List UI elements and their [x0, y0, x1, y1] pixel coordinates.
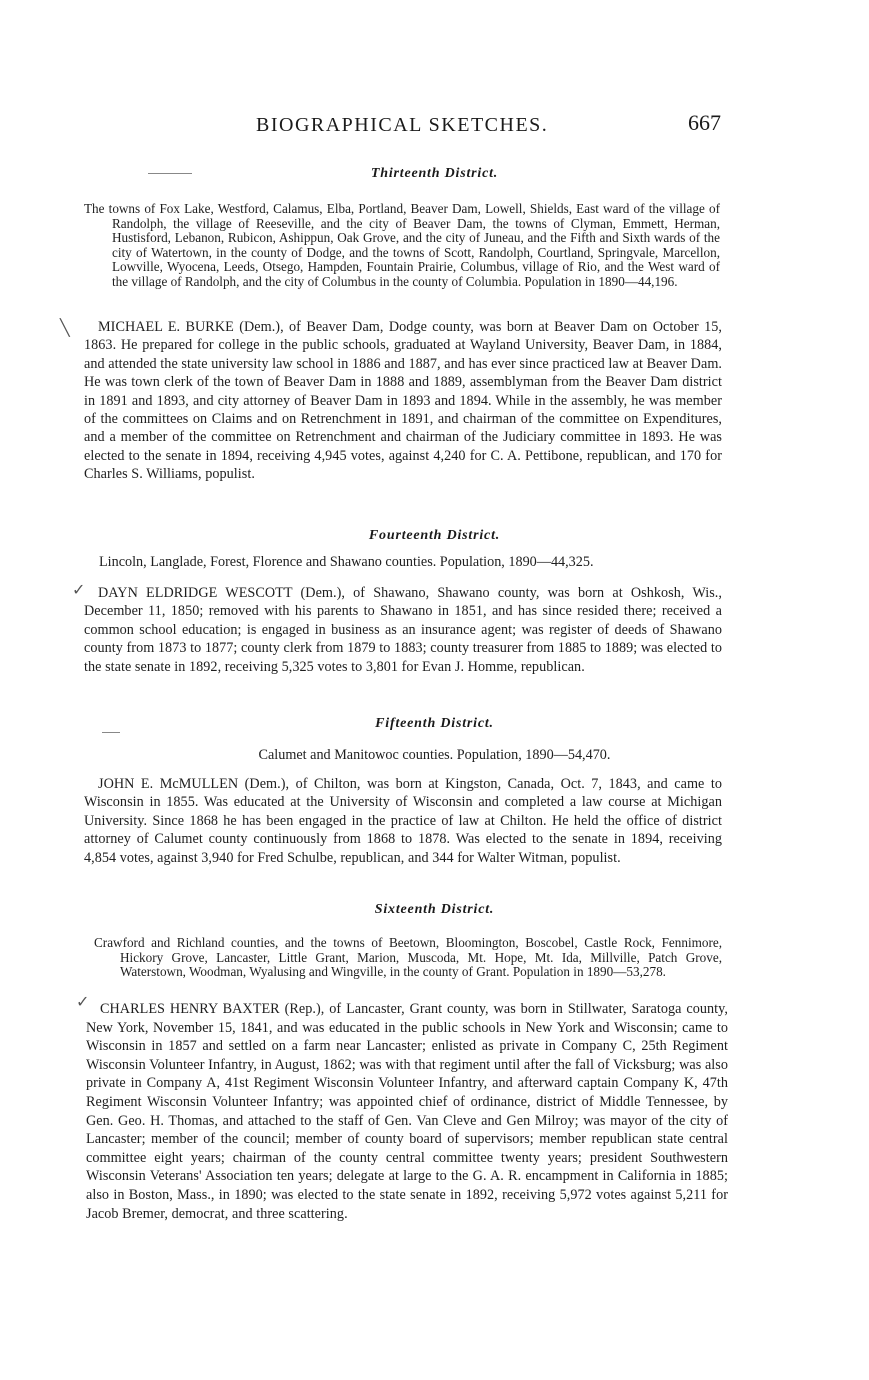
check-mark-icon: ✓: [72, 580, 86, 599]
district-territory-thirteenth: The towns of Fox Lake, Westford, Calamus, Elba, Portland, Beaver Dam, Lowell, Shields, East ward of the village of Randolph, the village of Reeseville, and the city of Beaver Dam, the towns of Clyman, Emmett, Herman, Hustisford, Lebanon, Rubicon, Ashippun, Oak Grove, and the city of Juneau, and the Fifth and Sixth wards of the city of Watertown, in the county of Dodge, and the towns of Scott, Randolph, Courtland, Springvale, Marcellon, Lowville, Wyocena, Leeds, Otsego, Hampden, Fountain Prairie, Columbus, village of Rio, and the West ward of the village of Randolph, and the city of Columbus in the county of Columbia. Population in 1890—44,196.: [84, 201, 720, 289]
ink-mark: [102, 732, 120, 733]
running-header: BIOGRAPHICAL SKETCHES.: [256, 114, 549, 136]
district-territory-fourteenth: Lincoln, Langlade, Forest, Florence and Shawano counties. Population, 1890—44,325.: [99, 554, 594, 570]
biography-wescott: DAYN ELDRIDGE WESCOTT (Dem.), of Shawano, Shawano county, was born at Oshkosh, Wis., December 11, 1850; removed with his parents to Shawano in 1851, and has since resided there; received a common school education; is engaged in business as an insurance agent; was register of deeds of Shawano county from 1873 to 1877; county clerk from 1879 to 1883; county treasurer from 1885 to 1889; was elected to the state senate in 1892, receiving 5,325 votes to 3,801 for Evan J. Homme, republican.: [84, 585, 722, 675]
biography-burke: MICHAEL E. BURKE (Dem.), of Beaver Dam, Dodge county, was born at Beaver Dam on October 15, 1863. He prepared for college in the public schools, graduated at Wayland University, Beaver Dam, in 1884, and attended the state university law school in 1886 and 1887, and has ever since practiced law at Beaver Dam. He was town clerk of the town of Beaver Dam in 1888 and 1889, assemblyman from the Beaver Dam district in 1891 and 1893, and city attorney of Beaver Dam in 1893 and 1894. While in the assembly, he was member of the committees on Claims and on Retrenchment in 1891, and chairman of the committee on Expenditures, and a member of the committee on Retrenchment and chairman of the Judiciary committee in 1893. He was elected to the senate in 1894, receiving 4,945 votes, against 4,240 for C. A. Pettibone, republican, and 170 for Charles S. Williams, populist.: [84, 319, 722, 483]
district-heading-fourteenth: Fourteenth District.: [368, 528, 501, 543]
district-territory-sixteenth: Crawford and Richland counties, and the towns of Beetown, Bloomington, Boscobel, Castle Rock, Fennimore, Hickory Grove, Lancaster, Little Grant, Marion, Muscoda, Mt. Hope, Mt. Ida, Millville, Patch Grove, Waterstown, Woodman, Wyalusing and Wingville, in the county of Grant. Population in 1890—53,278.: [94, 935, 722, 980]
district-heading-fifteenth: Fifteenth District.: [375, 716, 494, 731]
check-mark-icon: ╲: [60, 318, 70, 337]
district-heading-sixteenth: Sixteenth District.: [374, 902, 495, 917]
district-heading-thirteenth: Thirteenth District.: [370, 166, 499, 181]
check-mark-icon: ✓: [76, 992, 90, 1011]
district-territory-fifteenth: Calumet and Manitowoc counties. Population, 1890—54,470.: [258, 747, 611, 763]
page-number: 667: [688, 110, 721, 135]
biography-mcmullen: JOHN E. McMULLEN (Dem.), of Chilton, was born at Kingston, Canada, Oct. 7, 1843, and came to Wisconsin in 1855. Was educated at the University of Wisconsin and completed a law course at Michigan University. Since 1868 he has been engaged in the practice of law at Chilton. He held the office of district attorney of Calumet county continuously from 1868 to 1878. Was elected to the senate in 1894, receiving 4,854 votes, against 3,940 for Fred Schulbe, republican, and 344 for Walter Witman, populist.: [84, 776, 722, 866]
biography-baxter: CHARLES HENRY BAXTER (Rep.), of Lancaster, Grant county, was born in Stillwater, Saratoga county, New York, November 15, 1841, and was educated in the public schools in New York and Wisconsin; came to Wisconsin in 1857 and settled on a farm near Lancaster; enlisted as private in Company C, 25th Regiment Wisconsin Volunteer Infantry, in August, 1862; was with that regiment until after the fall of Vicksburg; was also private in Company A, 41st Regiment Wisconsin Volunteer Infantry, and afterward captain Company K, 47th Regiment Wisconsin Volunteer Infantry; was appointed chief of ordinance, district of Middle Tennessee, by Gen. Geo. H. Thomas, and attached to the staff of Gen. Van Cleve and Gen Milroy; was mayor of the city of Lancaster; member of the council; member of county board of supervisors; member republican state central committee eight years; chairman of the county central committee twenty years; president Southwestern Wisconsin Veterans' Association ten years; delegate at large to the G. A. R. encampment in California in 1885; also in Boston, Mass., in 1890; was elected to the state senate in 1892, receiving 5,972 votes against 5,211 for Jacob Bremer, democrat, and three scattering.: [86, 1001, 728, 1222]
